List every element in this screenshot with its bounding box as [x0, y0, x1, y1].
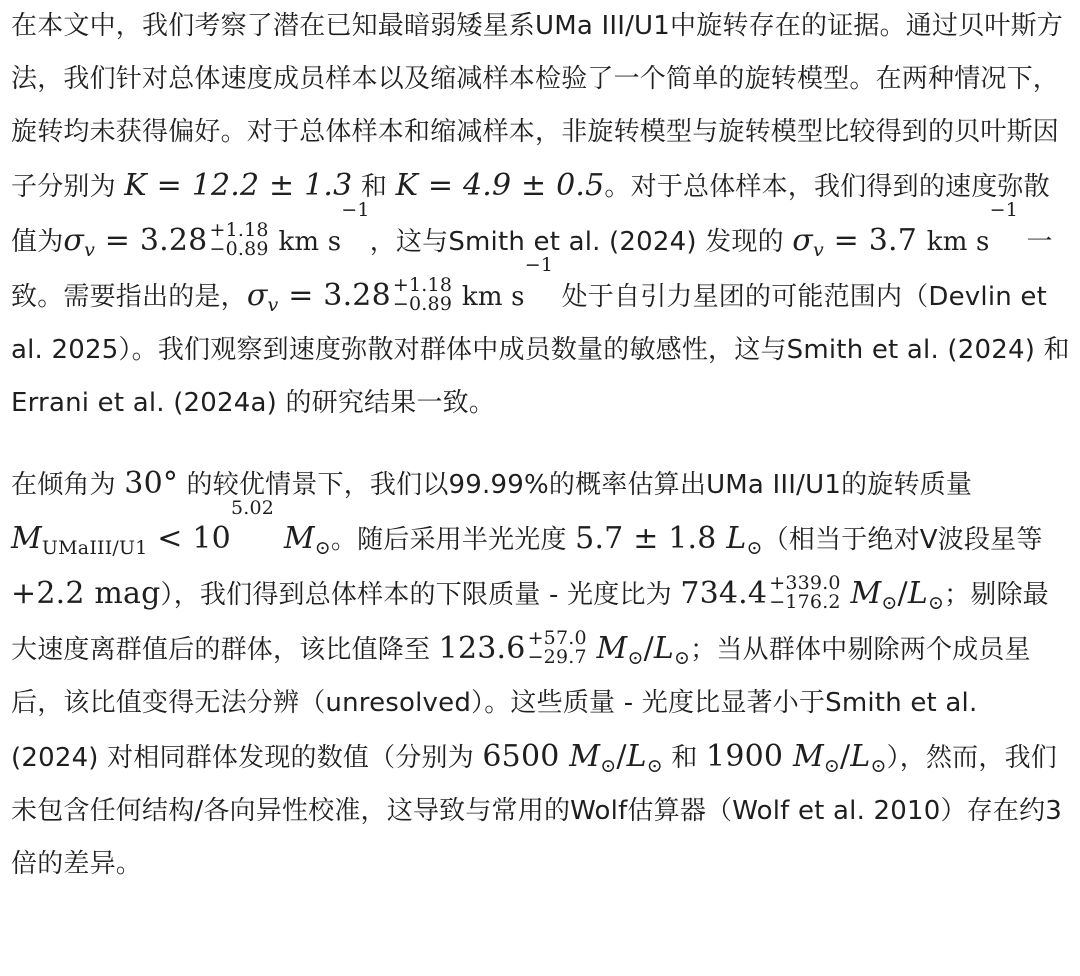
bayes-factor-full: K = 12.2 ± 1.3 — [124, 168, 353, 203]
p1-text-1: 在本文中，我们考察了潜在已知最暗弱矮星系UMa III/U1中旋转存在的证据。通过贝叶斯方法，我们针对总体速度成员样本以及缩减样本检验了一个简单的旋转模型。在两种情况下，旋转均未获得偏好。对于总体样本和缩减样本，非旋转模型与旋转模型比较得到的贝叶斯因子分别为 — [11, 11, 1063, 202]
mass-to-light-full: 734.4 +339.0 −176.2 $M_⊙/L_⊙$ — [680, 572, 945, 614]
p1-text-6: 处于自引力星团的可能范围内（Devlin et al. 2025）。我们观察到速度弥散对群体中成员数量的敏感性，这与Smith et al. (2024) 和Errani et al. (2024a) 的研究结果一致。 — [11, 282, 1070, 418]
p2-text-3: 。随后采用半光光度 — [330, 525, 567, 555]
p2-text-9: ），然而，我们未包含任何结构/各向异性校准，这导致与常用的Wolf估算器（Wolf et al. 2010）存在约3倍的差异。 — [11, 743, 1063, 879]
mass-to-light-smith-2: 1900 $M_⊙/L_⊙$ — [706, 739, 887, 777]
half-light-luminosity: 5.7 ± 1.8 $L_⊙$ — [575, 521, 763, 559]
velocity-dispersion-eq-2: $\sigma_v = 3.28$ +1.18 −0.89 km $s^{-1}$ — [246, 254, 554, 316]
velocity-dispersion-smith: $\sigma_v = 3.7$ km $s^{-1}$ — [792, 199, 1019, 261]
paragraph-1 — [11, 0, 1070, 430]
p2-text-1: 在倾角为 — [11, 470, 116, 500]
p1-text-3: 。对于总体样本，我们得到的速度弥散值为 — [11, 172, 1050, 257]
mass-to-light-smith-1: 6500 $M_⊙/L_⊙$ — [482, 739, 663, 777]
p2-text-7: ；当从群体中剔除两个成员星后，该比值变得无法分辨（unresolved）。这些质量 - 光度比显著小于Smith et al. (2024) 对相同群体发现的数值（分别为 — [11, 635, 1031, 773]
paragraph-2 — [11, 457, 1070, 891]
p1-text-2: 和 — [360, 172, 388, 202]
inclination-angle: 30° — [124, 466, 179, 501]
p2-text-5: ），我们得到总体样本的下限质量 - 光度比为 — [160, 580, 672, 610]
p1-text-4: ，这与Smith et al. (2024) 发现的 — [369, 227, 784, 257]
p2-text-8: 和 — [671, 743, 698, 773]
p2-text-4: （相当于绝对V波段星等 — [762, 525, 1043, 555]
bayes-factor-reduced: K = 4.9 ± 0.5 — [395, 168, 605, 203]
p2-text-6: ；剔除最大速度离群值后的群体，该比值降至 — [11, 580, 1049, 665]
p2-text-2: 的较优情景下，我们以99.99%的概率估算出UMa III/U1的旋转质量 — [186, 470, 973, 500]
absolute-magnitude: +2.2 mag — [11, 576, 161, 611]
p1-text-5: 一致。需要指出的是， — [11, 227, 1053, 312]
mass-to-light-reduced: 123.6 +57.0 −29.7 $M_⊙/L_⊙$ — [438, 627, 691, 669]
rotational-mass-limit: $M_{UMaIII/U1} < 10^{5.02}$ $M_⊙$ — [11, 497, 331, 559]
velocity-dispersion-eq-1: $\sigma_v = 3.28$ +1.18 −0.89 km $s^{-1}$ — [63, 199, 370, 261]
